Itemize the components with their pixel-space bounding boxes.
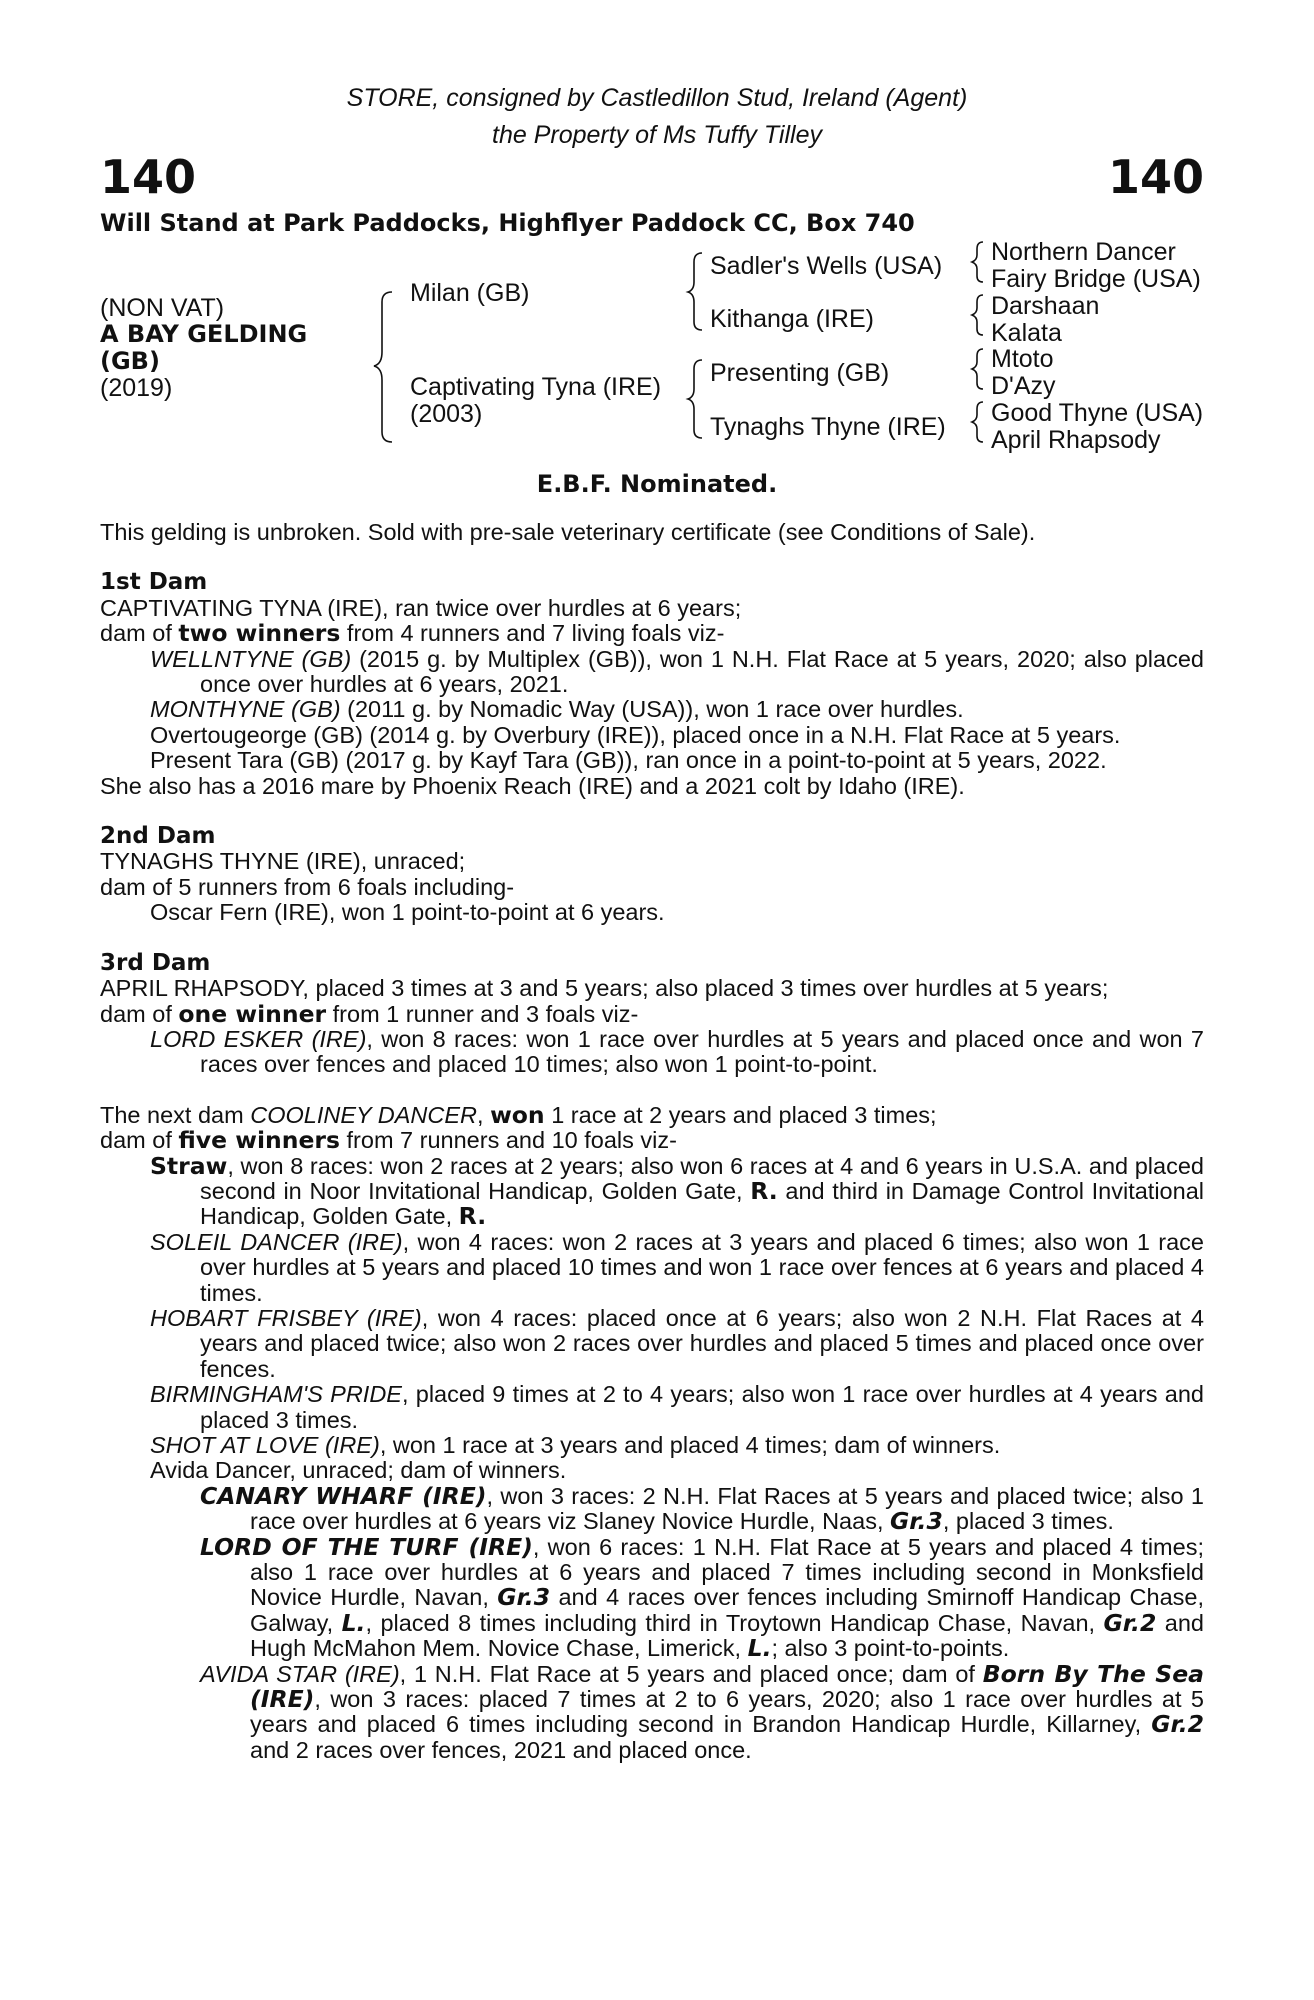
produce-avida-dancer: Avida Dancer, unraced; dam of winners.: [150, 1457, 567, 1484]
first-dam-produce: dam of two winners from 4 runners and 7 living foals viz-: [100, 619, 725, 648]
vat-status: (NON VAT): [100, 294, 225, 322]
lot-number-left: 140: [100, 150, 197, 204]
third-dam-heading: 3rd Dam: [100, 949, 211, 976]
produce-soleil-dancer: SOLEIL DANCER (IRE), won 4 races: won 2 races at 3 years and placed 6 times; also won 1 race over hurdles at 5 years and placed 10 times and won 1 race over fences at 6 years and placed 4 times.: [150, 1228, 1204, 1306]
first-dam-line: CAPTIVATING TYNA (IRE), ran twice over hurdles at 6 years;: [100, 594, 742, 621]
brace-sire-parents: [688, 253, 702, 330]
second-dam-produce: dam of 5 runners from 6 foals including-: [100, 873, 515, 900]
pedigree-g7: Good Thyne (USA): [991, 399, 1204, 427]
pedigree-g5: Mtoto: [991, 345, 1054, 373]
pedigree-g1: Northern Dancer: [991, 238, 1176, 266]
horse-year: (2019): [100, 374, 173, 402]
pedigree-g3: Darshaan: [991, 292, 1100, 320]
pedigree-dam-year: (2003): [410, 400, 483, 428]
brace-dam-parents: [688, 360, 702, 438]
pedigree-g8: April Rhapsody: [991, 426, 1161, 454]
first-dam-section: [100, 570, 1204, 799]
second-dam-heading: 2nd Dam: [100, 823, 216, 850]
produce-canary-wharf: CANARY WHARF (IRE), won 3 races: 2 N.H. Flat Races at 5 years and placed twice; also 1 race over hurdles at 6 years viz Slaney Novice Hurdle, Naas, Gr.3, placed 3 times.: [200, 1481, 1204, 1536]
produce-lord-of-the-turf: LORD OF THE TURF (IRE), won 6 races: 1 N.H. Flat Race at 5 years and placed 4 times; also 1 race over hurdles at 6 years and placed 7 times including second in Monksfield Novice Hurdle, Navan, Gr.3 and 4 races over fences including Smirnoff Handicap Chase, Galway, L., placed 8 times including third in Troytown Handicap Chase, Navan, Gr.2 and Hugh McMahon Mem. Novice Chase, Limerick, L.; also 3 point-to-points.: [200, 1532, 1204, 1663]
pedigree-g4: Kalata: [991, 319, 1062, 347]
produce-hobart-frisbey: HOBART FRISBEY (IRE), won 4 races: placed once at 6 years; also won 2 N.H. Flat Races at 4 years and placed twice; also won 2 races over hurdles and placed 5 times and placed once over fences.: [150, 1304, 1204, 1382]
produce-avida-star: AVIDA STAR (IRE), 1 N.H. Flat Race at 5 years and placed once; dam of Born By The Sea (IRE), won 3 races: placed 7 times at 2 to 6 years, 2020; also 1 race over hurdles at 5 years and placed 6 times including second in Brandon Handicap Hurdle, Killarney, Gr.2 and 2 races over fences, 2021 and placed once.: [200, 1659, 1204, 1763]
next-dam-section: [100, 1100, 1204, 1764]
pedigree-sire-sire: Sadler's Wells (USA): [710, 252, 943, 280]
stand-location: Will Stand at Park Paddocks, Highflyer Paddock CC, Box 740: [100, 209, 915, 237]
pedigree-dam-dam: Tynaghs Thyne (IRE): [710, 413, 946, 441]
pedigree-dam-sire: Presenting (GB): [710, 359, 890, 387]
brace-g4: [972, 402, 983, 442]
consignment-line-1: STORE, consigned by Castledillon Stud, Ireland (Agent): [346, 84, 968, 112]
brace-parents: [374, 292, 392, 442]
produce-overtougeorge: Overtougeorge (GB) (2014 g. by Overbury (IRE)), placed once in a N.H. Flat Race at 5 years.: [150, 721, 1121, 748]
first-dam-also: She also has a 2016 mare by Phoenix Reach (IRE) and a 2021 colt by Idaho (IRE).: [100, 772, 965, 799]
ebf-nominated: E.B.F. Nominated.: [536, 470, 778, 498]
brace-g3: [972, 349, 983, 389]
lot-number-right: 140: [1107, 150, 1204, 204]
pedigree-dam: Captivating Tyna (IRE): [410, 373, 662, 401]
produce-birminghams-pride: BIRMINGHAM'S PRIDE, placed 9 times at 2 to 4 years; also won 1 race over hurdles at 4 years and placed 3 times.: [150, 1381, 1204, 1433]
sale-note: This gelding is unbroken. Sold with pre-sale veterinary certificate (see Conditions of Sale).: [100, 519, 1036, 545]
produce-lord-esker: LORD ESKER (IRE), won 8 races: won 1 race over hurdles at 5 years and placed once and won 7 races over fences and placed 10 times; also won 1 point-to-point.: [150, 1025, 1204, 1078]
produce-present-tara: Present Tara (GB) (2017 g. by Kayf Tara (GB)), ran once in a point-to-point at 5 years, 2022.: [150, 747, 1107, 774]
next-dam-line: The next dam COOLINEY DANCER, won 1 race at 2 years and placed 3 times;: [100, 1100, 937, 1129]
consignment-line-2: the Property of Ms Tuffy Tilley: [492, 121, 822, 149]
pedigree-sire-dam: Kithanga (IRE): [710, 305, 874, 333]
pedigree-g6: D'Azy: [991, 372, 1056, 400]
produce-shot-at-love: SHOT AT LOVE (IRE), won 1 race at 3 years and placed 4 times; dam of winners.: [150, 1432, 1001, 1458]
horse-description: A BAY GELDING: [100, 320, 308, 348]
third-dam-section: [100, 951, 1204, 1078]
second-dam-section: [100, 824, 1204, 926]
brace-g1: [972, 242, 983, 282]
produce-monthyne: MONTHYNE (GB) (2011 g. by Nomadic Way (USA)), won 1 race over hurdles.: [150, 696, 964, 723]
brace-g2: [972, 295, 983, 335]
second-dam-line: TYNAGHS THYNE (IRE), unraced;: [100, 848, 466, 875]
third-dam-line: APRIL RHAPSODY, placed 3 times at 3 and 5 years; also placed 3 times over hurdles at 5 years;: [100, 975, 1109, 1002]
next-dam-produce: dam of five winners from 7 runners and 10 foals viz-: [100, 1126, 677, 1155]
first-dam-heading: 1st Dam: [100, 569, 208, 596]
horse-country: (GB): [100, 347, 160, 375]
pedigree-g2: Fairy Bridge (USA): [991, 265, 1201, 293]
catalogue-body: [100, 520, 1204, 1763]
produce-straw: Straw, won 8 races: won 2 races at 2 years; also won 6 races at 4 and 6 years in U.S.A. and placed second in Noor Invitational Handicap, Golden Gate, R. and third in Damage Control Invitational Handicap, Golden Gate, R.: [150, 1151, 1204, 1231]
pedigree-sire: Milan (GB): [410, 279, 530, 307]
produce-oscar-fern: Oscar Fern (IRE), won 1 point-to-point at 6 years.: [150, 899, 665, 926]
third-dam-produce: dam of one winner from 1 runner and 3 foals viz-: [100, 999, 639, 1028]
produce-wellntyne: WELLNTYNE (GB) (2015 g. by Multiplex (GB)), won 1 N.H. Flat Race at 5 years, 2020; also placed once over hurdles at 6 years, 2021.: [150, 645, 1204, 698]
